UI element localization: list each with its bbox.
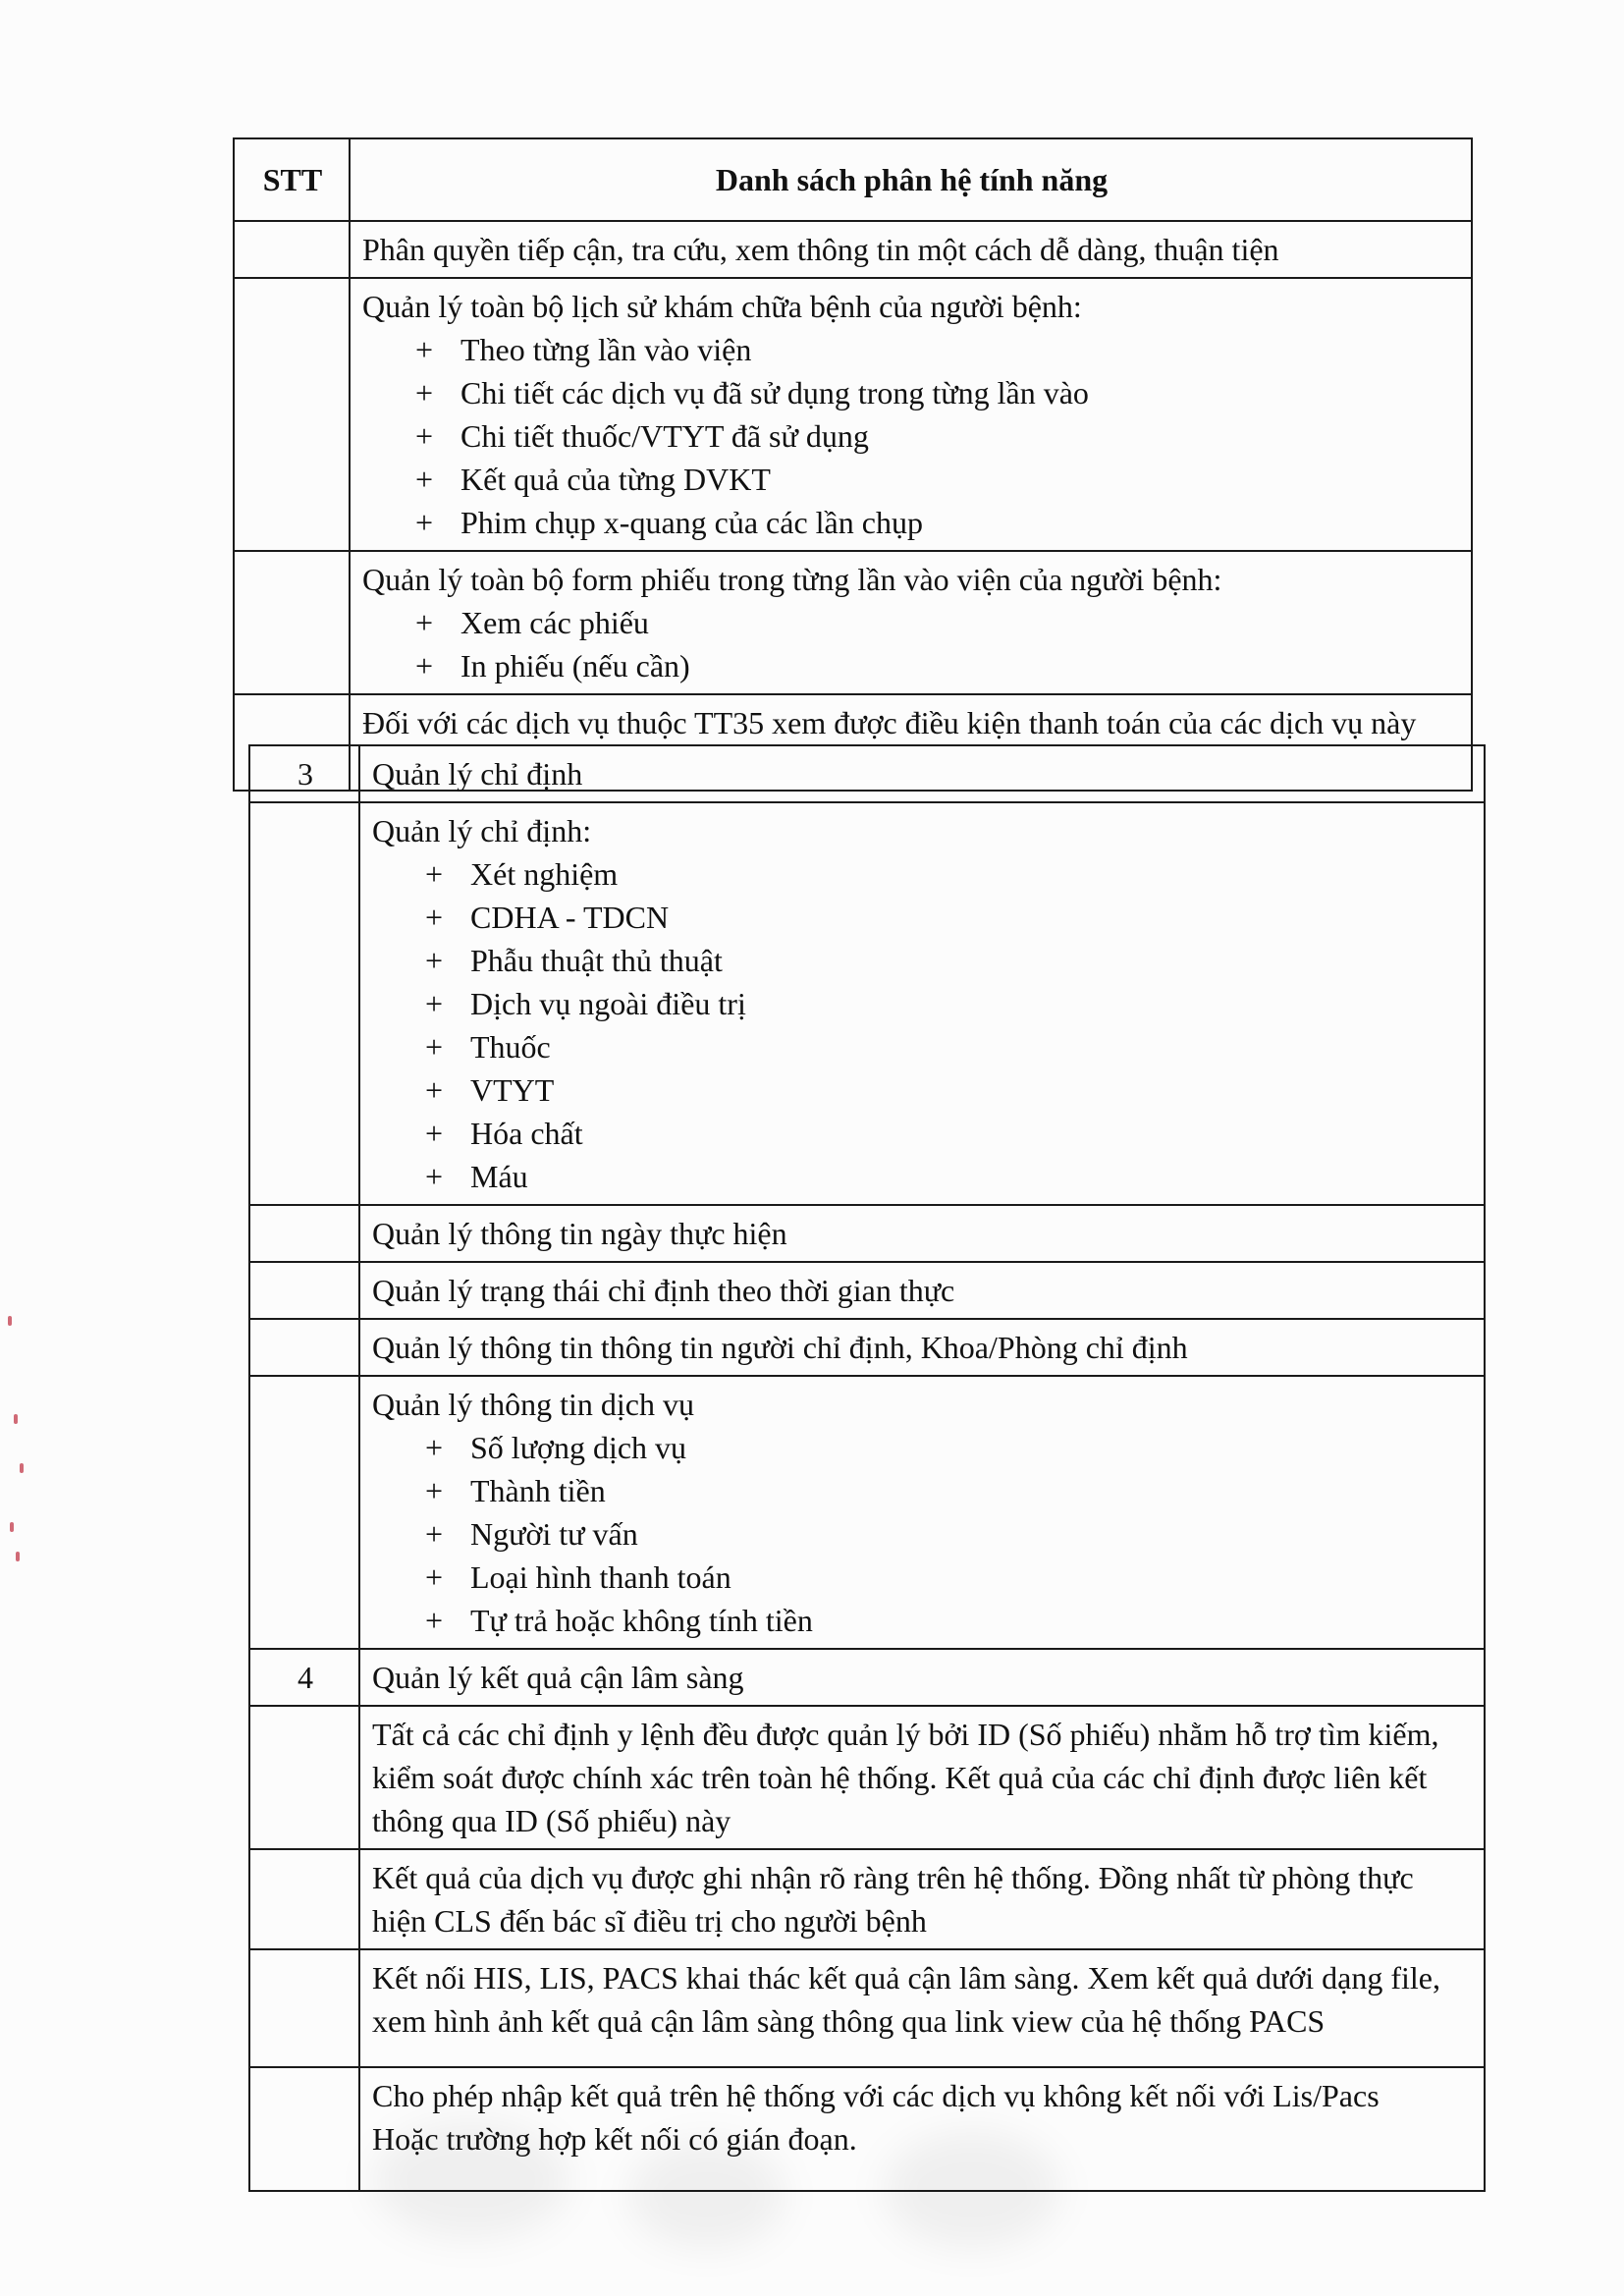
table-row [249,2067,1485,2191]
list-item-text: Loại hình thanh toán [470,1559,731,1595]
list-item [419,1469,1474,1512]
plus-bullet-icon: + [414,418,434,454]
table-row [249,1949,1485,2067]
list-item-text: Thành tiền [470,1473,606,1508]
row-stt [234,551,350,694]
row-stt [249,1205,359,1262]
list-item [419,982,1474,1025]
list-item [419,939,1474,982]
row-text: Cho phép nhập kết quả trên hệ thống với các dịch vụ không kết nối với Lis/Pacs [372,2078,1380,2113]
row-text-secondary: Hoặc trường hợp kết nối có gián đoạn. [372,2121,857,2157]
list-item [419,1025,1474,1068]
table-row [234,551,1472,694]
bullet-list [362,601,1461,687]
row-text: Quản lý trạng thái chỉ định theo thời gian thực [359,1262,1485,1319]
section-title: Quản lý chỉ định [359,745,1485,802]
plus-bullet-icon: + [424,1603,444,1638]
list-item-text: Người tư vấn [470,1516,638,1552]
row-text: Phân quyền tiếp cận, tra cứu, xem thông tin một cách dễ dàng, thuận tiện [362,232,1279,267]
list-item-text: Xem các phiếu [460,605,649,640]
list-item-text: Kết quả của từng DVKT [460,462,771,497]
row-text: Quản lý thông tin thông tin người chỉ định, Khoa/Phòng chỉ định [359,1319,1485,1376]
list-item [419,1426,1474,1469]
list-item [419,1556,1474,1599]
list-item-text: Hóa chất [470,1116,583,1151]
row-description [350,221,1472,278]
list-item [419,896,1474,939]
section-title: Quản lý kết quả cận lâm sàng [359,1649,1485,1706]
list-item-text: Theo từng lần vào viện [460,332,752,367]
list-item [409,414,1461,458]
plus-bullet-icon: + [424,1072,444,1108]
row-text: Đối với các dịch vụ thuộc TT35 xem được điều kiện thanh toán của các dịch vụ này [362,705,1417,740]
plus-bullet-icon: + [424,1159,444,1194]
list-item-text: Chi tiết các dịch vụ đã sử dụng trong từng lần vào [460,375,1089,410]
list-item-text: Số lượng dịch vụ [470,1430,687,1465]
plus-bullet-icon: + [424,1516,444,1552]
list-item [409,371,1461,414]
row-description [359,802,1485,1205]
row-description [350,551,1472,694]
list-item [419,1512,1474,1556]
table-row [249,1649,1485,1706]
plus-bullet-icon: + [414,648,434,683]
list-item-text: In phiếu (nếu cần) [460,648,690,683]
list-item-text: Máu [470,1159,528,1194]
plus-bullet-icon: + [424,1430,444,1465]
list-item-text: Tự trả hoặc không tính tiền [470,1603,813,1638]
list-item [409,644,1461,687]
row-stt [249,1849,359,1949]
row-stt [249,1376,359,1649]
table-row [249,1319,1485,1376]
feature-table-top [233,137,1473,792]
row-description [350,278,1472,551]
list-item [409,501,1461,544]
list-item [419,1599,1474,1642]
row-stt [249,1949,359,2067]
list-item-text: VTYT [470,1072,555,1108]
margin-ink-marks [6,1316,27,1571]
list-item-text: Phim chụp x-quang của các lần chụp [460,505,923,540]
bullet-list [372,1426,1474,1642]
list-item [419,1068,1474,1112]
row-text: Quản lý thông tin ngày thực hiện [359,1205,1485,1262]
bullet-list [372,852,1474,1198]
row-text: Kết quả của dịch vụ được ghi nhận rõ ràng trên hệ thống. Đồng nhất từ phòng thực hiện CLS đến bác sĩ điều trị cho người bệnh [359,1849,1485,1949]
plus-bullet-icon: + [424,900,444,935]
plus-bullet-icon: + [414,605,434,640]
table-row [249,745,1485,802]
row-text: Quản lý thông tin dịch vụ [372,1387,694,1422]
row-description [359,2067,1485,2191]
section-number: 4 [249,1649,359,1706]
list-item-text: Thuốc [470,1029,551,1065]
plus-bullet-icon: + [424,856,444,892]
table-row [249,1849,1485,1949]
table-row [249,1706,1485,1849]
list-item [409,328,1461,371]
table-row [249,1376,1485,1649]
list-item-text: Dịch vụ ngoài điều trị [470,986,746,1021]
row-description [359,1376,1485,1649]
plus-bullet-icon: + [424,943,444,978]
row-stt [234,278,350,551]
row-stt [234,221,350,278]
plus-bullet-icon: + [424,1029,444,1065]
plus-bullet-icon: + [424,1473,444,1508]
table-row [234,278,1472,551]
table-header-row [234,138,1472,221]
bullet-list [362,328,1461,544]
row-text: Quản lý toàn bộ lịch sử khám chữa bệnh của người bệnh: [362,289,1082,324]
row-text: Quản lý chỉ định: [372,813,592,848]
list-item-text: Phẫu thuật thủ thuật [470,943,723,978]
list-item [419,852,1474,896]
feature-table-bottom [248,744,1486,2192]
row-stt [249,802,359,1205]
row-stt [249,1262,359,1319]
table-row [234,221,1472,278]
list-item-text: Chi tiết thuốc/VTYT đã sử dụng [460,418,869,454]
list-item [409,601,1461,644]
row-text: Quản lý toàn bộ form phiếu trong từng lần vào viện của người bệnh: [362,562,1222,597]
plus-bullet-icon: + [414,332,434,367]
list-item [419,1155,1474,1198]
section-number: 3 [249,745,359,802]
row-text: Kết nối HIS, LIS, PACS khai thác kết quả cận lâm sàng. Xem kết quả dưới dạng file, xem hình ảnh kết quả cận lâm sàng thông qua link view của hệ thống PACS [359,1949,1485,2067]
plus-bullet-icon: + [424,1116,444,1151]
row-text: Tất cả các chỉ định y lệnh đều được quản lý bởi ID (Số phiếu) nhằm hỗ trợ tìm kiếm, kiểm soát được chính xác trên toàn hệ thống. Kết quả của các chỉ định được liên kết thông qua ID (Số phiếu) này [359,1706,1485,1849]
list-item [419,1112,1474,1155]
row-stt [249,1319,359,1376]
list-item-text: CDHA - TDCN [470,900,670,935]
row-stt [249,2067,359,2191]
header-stt: STT [234,138,350,221]
table-row [249,1205,1485,1262]
header-title: Danh sách phân hệ tính năng [350,138,1472,221]
plus-bullet-icon: + [414,505,434,540]
plus-bullet-icon: + [414,375,434,410]
list-item-text: Xét nghiệm [470,856,619,892]
table-row [249,802,1485,1205]
plus-bullet-icon: + [414,462,434,497]
plus-bullet-icon: + [424,986,444,1021]
table-row [249,1262,1485,1319]
list-item [409,458,1461,501]
plus-bullet-icon: + [424,1559,444,1595]
row-stt [249,1706,359,1849]
